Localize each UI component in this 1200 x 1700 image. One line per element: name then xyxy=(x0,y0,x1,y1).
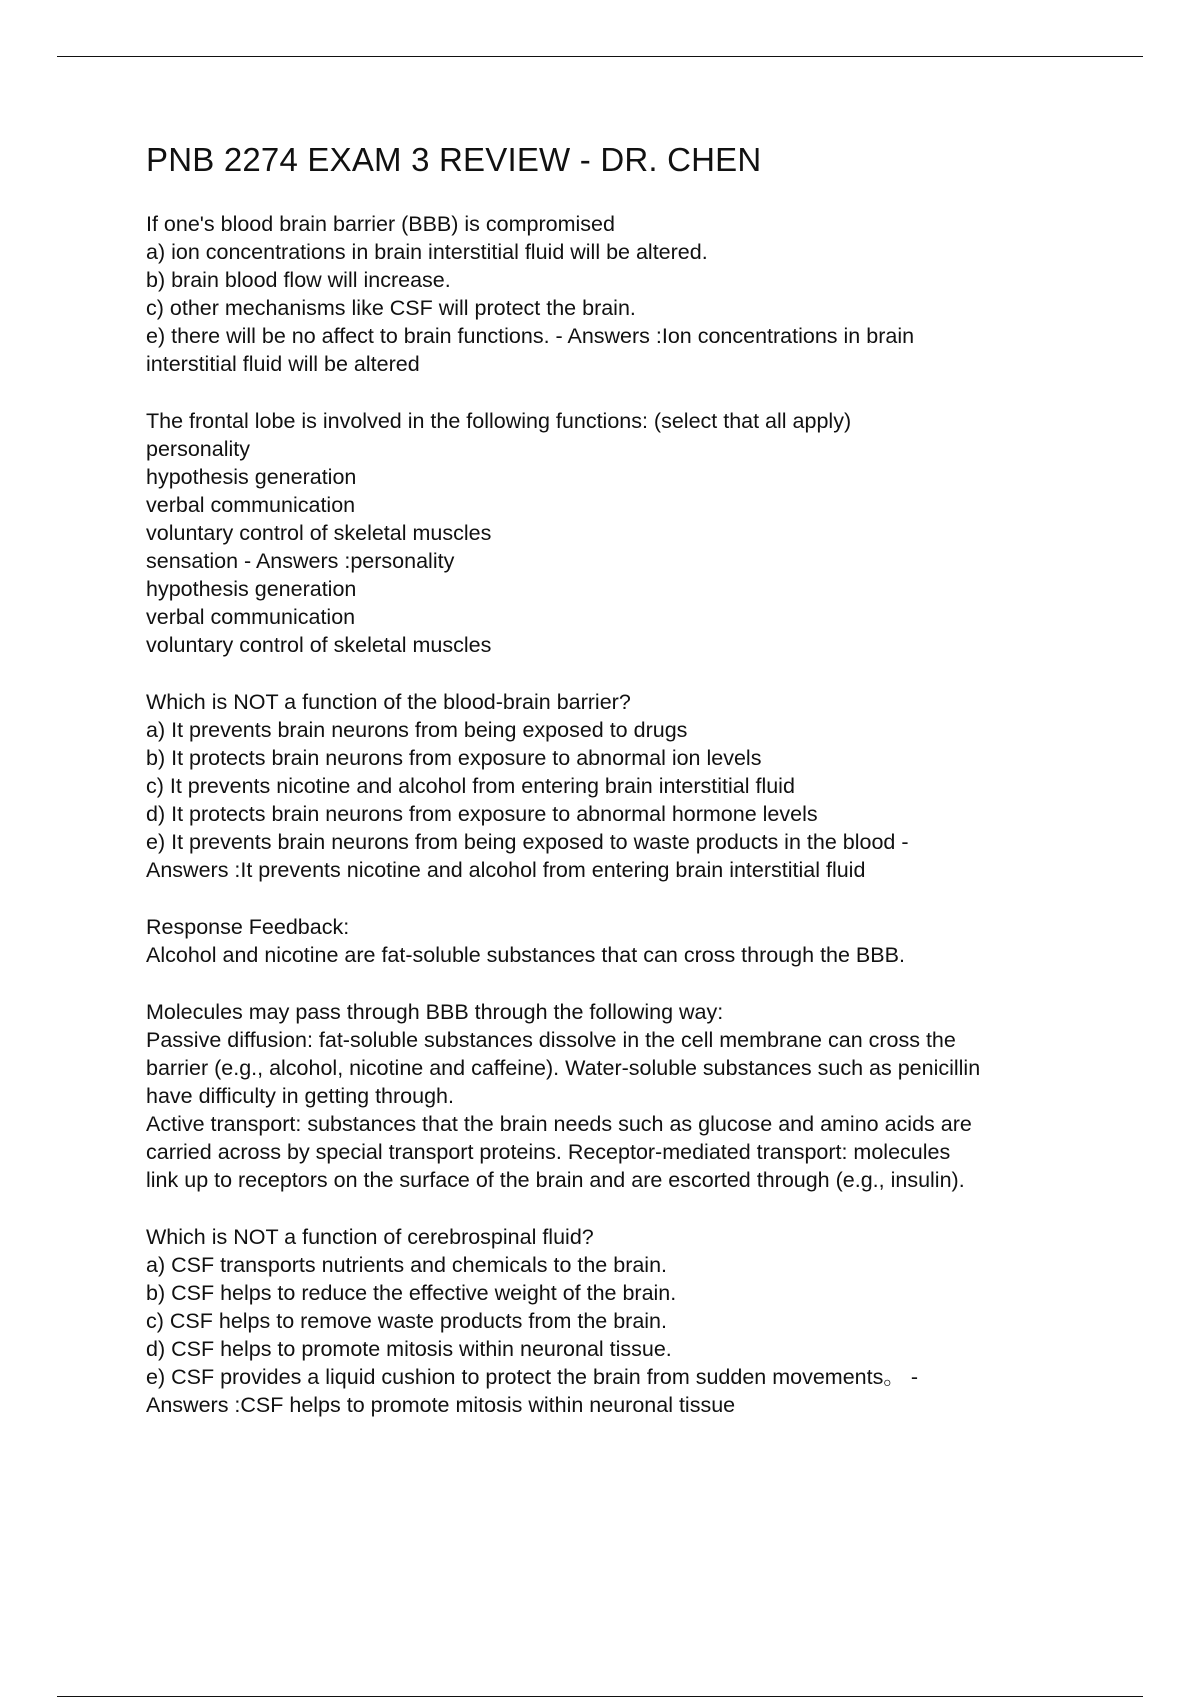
answer-line: interstitial fluid will be altered xyxy=(146,351,420,376)
option-line: e) It prevents brain neurons from being exposed to waste products in the blood - xyxy=(146,829,909,854)
feedback-text: Alcohol and nicotine are fat-soluble substances that can cross through the BBB. xyxy=(146,942,905,967)
question-csf-function xyxy=(146,1223,1106,1419)
question-text: If one's blood brain barrier (BBB) is compromised xyxy=(146,211,615,236)
option-line: voluntary control of skeletal muscles xyxy=(146,520,492,545)
document-title: PNB 2274 EXAM 3 REVIEW - DR. CHEN xyxy=(146,141,762,178)
paragraph-line: barrier (e.g., alcohol, nicotine and caffeine). Water-soluble substances such as penicillin xyxy=(146,1055,981,1080)
option-line: c) CSF helps to remove waste products from the brain. xyxy=(146,1308,667,1333)
answer-line: verbal communication xyxy=(146,604,356,629)
paragraph-line: link up to receptors on the surface of the brain and are escorted through (e.g., insulin). xyxy=(146,1167,965,1192)
option-line: hypothesis generation xyxy=(146,464,357,489)
paragraph-line: carried across by special transport proteins. Receptor-mediated transport: molecules xyxy=(146,1139,951,1164)
paragraph-line: have difficulty in getting through. xyxy=(146,1083,454,1108)
option-line: c) It prevents nicotine and alcohol from entering brain interstitial fluid xyxy=(146,773,795,798)
response-feedback xyxy=(146,913,1106,969)
question-bbb-compromised xyxy=(146,210,1106,378)
option-line: e) CSF provides a liquid cushion to protect the brain from sudden movements。 - xyxy=(146,1364,918,1389)
answer-line: voluntary control of skeletal muscles xyxy=(146,632,492,657)
top-rule xyxy=(57,56,1143,57)
option-line: e) there will be no affect to brain functions. - Answers :Ion concentrations in brain xyxy=(146,323,915,348)
option-line: c) other mechanisms like CSF will protect the brain. xyxy=(146,295,636,320)
bottom-rule xyxy=(57,1696,1143,1697)
answer-line: Answers :It prevents nicotine and alcohol from entering brain interstitial fluid xyxy=(146,857,866,882)
question-text: The frontal lobe is involved in the following functions: (select that all apply) xyxy=(146,408,852,433)
question-bbb-function xyxy=(146,688,1106,884)
option-line: verbal communication xyxy=(146,492,356,517)
question-frontal-lobe xyxy=(146,407,1106,659)
option-line: a) CSF transports nutrients and chemicals to the brain. xyxy=(146,1252,668,1277)
option-line: b) It protects brain neurons from exposure to abnormal ion levels xyxy=(146,745,762,770)
option-line: d) It protects brain neurons from exposure to abnormal hormone levels xyxy=(146,801,818,826)
bbb-transport-explanation xyxy=(146,998,1106,1194)
option-line: personality xyxy=(146,436,250,461)
feedback-heading: Response Feedback: xyxy=(146,914,350,939)
document-body xyxy=(146,140,1106,1448)
option-line: d) CSF helps to promote mitosis within neuronal tissue. xyxy=(146,1336,672,1361)
option-line: a) ion concentrations in brain interstitial fluid will be altered. xyxy=(146,239,708,264)
paragraph-line: Passive diffusion: fat-soluble substances dissolve in the cell membrane can cross the xyxy=(146,1027,956,1052)
answer-line: Answers :CSF helps to promote mitosis within neuronal tissue xyxy=(146,1392,736,1417)
paragraph-line: Molecules may pass through BBB through the following way: xyxy=(146,999,724,1024)
option-line: sensation - Answers :personality xyxy=(146,548,455,573)
option-line: b) brain blood flow will increase. xyxy=(146,267,451,292)
question-text: Which is NOT a function of cerebrospinal fluid? xyxy=(146,1224,594,1249)
option-line: a) It prevents brain neurons from being exposed to drugs xyxy=(146,717,688,742)
paragraph-line: Active transport: substances that the brain needs such as glucose and amino acids are xyxy=(146,1111,972,1136)
option-line: b) CSF helps to reduce the effective weight of the brain. xyxy=(146,1280,677,1305)
question-text: Which is NOT a function of the blood-brain barrier? xyxy=(146,689,631,714)
answer-line: hypothesis generation xyxy=(146,576,357,601)
